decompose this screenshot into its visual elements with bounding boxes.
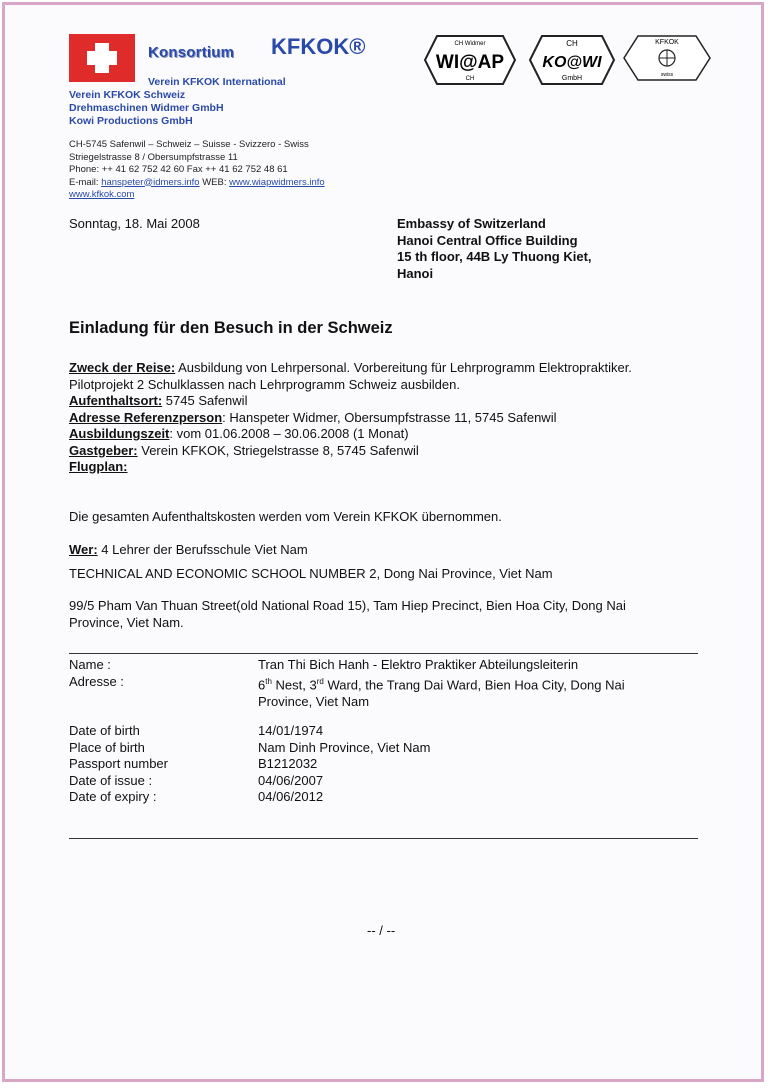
divider-top	[69, 653, 698, 654]
brand-title: KFKOK®	[271, 34, 366, 59]
ausbildung-label: Ausbildungszeit	[69, 426, 170, 441]
org-line-2: Drehmaschinen Widmer GmbH	[69, 102, 224, 114]
recipient-line-1: Embassy of Switzerland	[397, 216, 546, 231]
school-address-line-1: 99/5 Pham Van Thuan Street(old National Road 15), Tam Hiep Precinct, Bien Hoa City, Dong Nai	[69, 598, 626, 613]
kowi-logo-bottom: GmbH	[561, 75, 583, 82]
recipient-line-3: 15 th floor, 44B Ly Thuong Kiet,	[397, 249, 592, 264]
dob-label: Date of birth	[69, 723, 140, 738]
gastgeber-value: Verein KFKOK, Striegelstrasse 8, 5745 Safenwil	[137, 442, 419, 458]
recipient-line-2: Hanoi Central Office Building	[397, 232, 578, 248]
wiap-logo-top: CH Widmer	[454, 41, 486, 47]
pob-label: Place of birth	[69, 739, 145, 755]
expiry-value: 04/06/2012	[258, 789, 324, 804]
aufenthalt-label: Aufenthaltsort:	[69, 393, 163, 408]
divider-bottom	[69, 838, 698, 839]
address-label: Adresse :	[69, 674, 124, 689]
web-link[interactable]: www.wiapwidmers.info	[229, 176, 325, 188]
org-line-3: Kowi Productions GmbH	[69, 115, 193, 127]
school-address-line-2: Province, Viet Nam.	[69, 614, 184, 630]
letter-date: Sonntag, 18. Mai 2008	[69, 216, 200, 231]
costs-statement: Die gesamten Aufenthaltskosten werden vom Verein KFKOK übernommen.	[69, 509, 502, 524]
page-marker: -- / --	[367, 923, 396, 938]
issue-value: 04/06/2007	[258, 772, 324, 788]
kowi-logo-main: KO@WI	[542, 54, 602, 71]
kowi-logo	[528, 34, 616, 86]
name-label: Name :	[69, 657, 111, 672]
referenz-value: : Hanspeter Widmer, Obersumpfstrasse 11, 5745 Safenwil	[222, 409, 557, 425]
kfkok-logo	[622, 34, 712, 82]
zweck-label: Zweck der Reise:	[69, 360, 176, 375]
flugplan-label: Flugplan:	[69, 459, 128, 474]
kfkok-logo-bottom: swiss	[660, 72, 674, 78]
gastgeber-label: Gastgeber:	[69, 442, 138, 458]
wiap-logo-bottom: CH	[465, 76, 475, 82]
referenz-label: Adresse Referenzperson	[69, 409, 223, 425]
expiry-label: Date of expiry :	[69, 789, 157, 804]
wer-line	[69, 542, 308, 559]
letter-title: Einladung für den Besuch in der Schweiz	[69, 319, 393, 337]
zweck-value: Ausbildung von Lehrpersonal. Vorbereitung für Lehrprogramm Elektropraktiker.	[175, 360, 632, 375]
phone-line: Phone: ++ 41 62 752 42 60 Fax ++ 41 62 752 48 61	[69, 164, 288, 175]
name-value: Tran Thi Bich Hanh - Elektro Praktiker Abteilungsleiterin	[258, 657, 579, 672]
passport-label: Passport number	[69, 756, 168, 771]
wer-value: 4 Lehrer der Berufsschule Viet Nam	[97, 542, 308, 557]
address-value: 6th Nest, 3rd Ward, the Trang Dai Ward, Bien Hoa City, Dong Nai Province, Viet Nam	[258, 677, 625, 709]
ausbildung-value: : vom 01.06.2008 – 30.06.2008 (1 Monat)	[169, 426, 409, 441]
address-line-2: Striegelstrasse 8 / Obersumpfstrasse 11	[69, 151, 238, 163]
verein-international: Verein KFKOK International	[148, 76, 286, 88]
address-line-1: CH-5745 Safenwil – Schweiz – Suisse - Svizzero - Swiss	[69, 139, 309, 150]
email-web-line: E-mail: hanspeter@idmers.info WEB: www.wiapwidmers.info	[69, 176, 325, 188]
contact-block	[69, 139, 469, 202]
wiap-logo	[423, 34, 517, 86]
recipient-block	[397, 216, 717, 282]
wer-label: Wer:	[69, 542, 98, 557]
web-link-2[interactable]: www.kfkok.com	[69, 189, 135, 200]
person-field-values	[258, 723, 430, 806]
school-name: TECHNICAL AND ECONOMIC SCHOOL NUMBER 2, Dong Nai Province, Viet Nam	[69, 566, 553, 581]
issue-label: Date of issue :	[69, 772, 153, 788]
dob-value: 14/01/1974	[258, 723, 324, 738]
email-link[interactable]: hanspeter@idmers.info	[101, 176, 200, 188]
kfkok-logo-top: KFKOK	[655, 39, 679, 46]
recipient-line-4: Hanoi	[397, 265, 434, 281]
school-address	[69, 598, 729, 631]
person-field-labels	[69, 723, 168, 806]
pob-value: Nam Dinh Province, Viet Nam	[258, 739, 431, 755]
passport-value: B1212032	[258, 756, 318, 771]
aufenthalt-value: 5745 Safenwil	[162, 393, 248, 408]
konsortium-label: Konsortium	[148, 44, 235, 61]
wiap-logo-main: WI@AP	[435, 52, 505, 73]
swiss-flag-logo	[69, 34, 135, 82]
kowi-logo-top: CH	[566, 39, 578, 48]
details-block	[69, 360, 729, 476]
zweck-line-2: Pilotprojekt 2 Schulklassen nach Lehrprogramm Schweiz ausbilden.	[69, 376, 460, 392]
org-line-1: Verein KFKOK Schweiz	[69, 89, 186, 101]
